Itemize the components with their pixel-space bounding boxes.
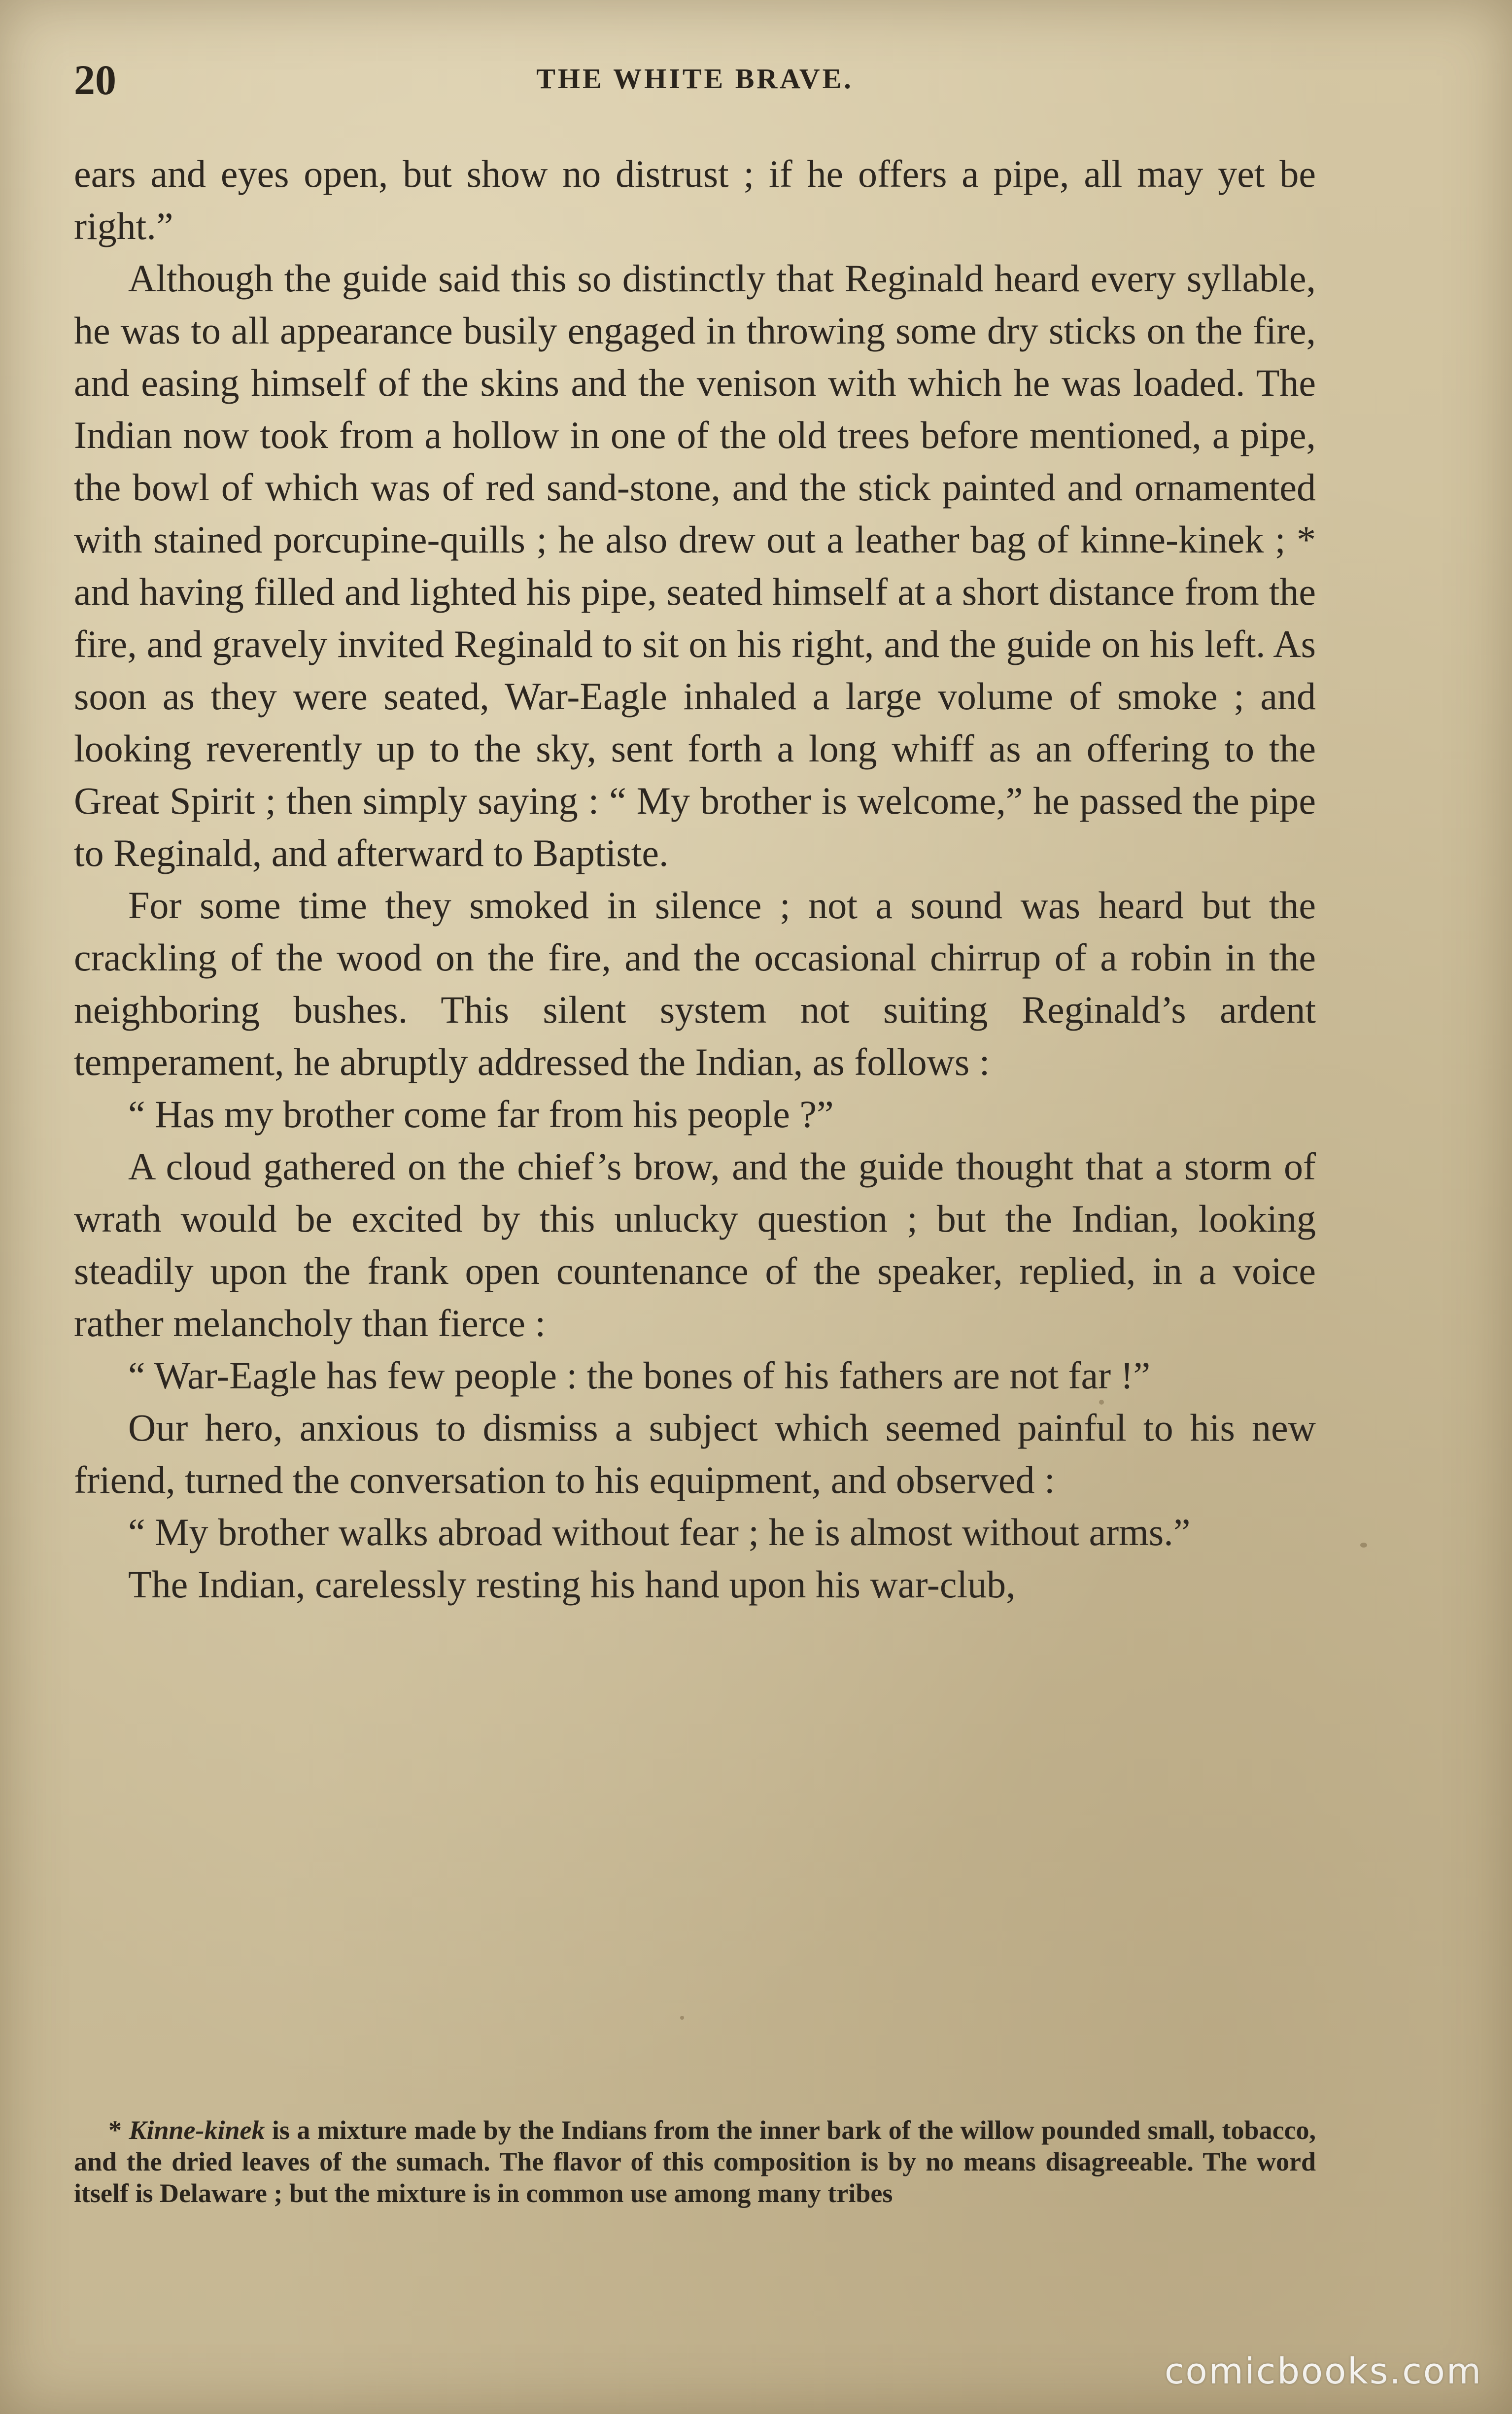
footnote-marker: * [108,2115,122,2145]
footnote-body: is a mixture made by the Indians from the inner bark of the willow pounded small, tobacco, and the dried leaves of the sumach. The flavor of this composition is by no means disagreeable. The word itself is Delaware ; but the mixture is in common use among many tribes [74,2115,1316,2208]
paragraph: For some time they smoked in silence ; not a sound was heard but the crackling of the wood on the fire, and the occasional chirrup of a robin in the neighboring bushes. This silent system not suiting Reginald’s ardent temperament, he abruptly addressed the Indian, as follows : [74,884,1316,1083]
body-text [74,148,1316,1611]
paper-speck [680,2016,684,2020]
footnote [74,2114,1316,2209]
watermark: comicbooks.com [1164,2350,1482,2392]
paragraph: “ My brother walks abroad without fear ; he is almost without arms.” [128,1511,1191,1553]
footnote-text [74,2114,1316,2209]
paper-speck [1360,1543,1367,1548]
paragraph: Our hero, anxious to dismiss a subject which seemed painful to his new friend, turned the conversation to his equipment, and observed : [74,1406,1316,1501]
paragraph: The Indian, carelessly resting his hand upon his war-club, [128,1563,1016,1606]
footnote-term: Kinne-kinek [129,2115,265,2145]
running-title: THE WHITE BRAVE. [536,63,854,95]
paragraph: ears and eyes open, but show no distrust ; if he offers a pipe, all may yet be right.” [74,152,1316,247]
paper-speck [1099,1400,1104,1405]
paragraph: “ War-Eagle has few people : the bones of his fathers are not far !” [128,1354,1151,1397]
page-number: 20 [74,56,116,103]
paragraph: A cloud gathered on the chief’s brow, and the guide thought that a storm of wrath would be excited by this unlucky question ; but the Indian, looking steadily upon the frank open countenance of the speaker, replied, in a voice rather melancholy than fierce : [74,1145,1316,1345]
running-head [74,55,1316,109]
paragraph: “ Has my brother come far from his people ?” [128,1093,834,1136]
paragraph: Although the guide said this so distinctly that Reginald heard every syllable, he was to all appearance busily engaged in throwing some dry sticks on the fire, and easing himself of the skins and the venison with which he was loaded. The Indian now took from a hollow in one of the old trees before mentioned, a pipe, the bowl of which was of red sand-stone, and the stick painted and ornamented with stained porcupine-quills ; he also drew out a leather bag of kinne-kinek ; * and having filled and lighted his pipe, seated himself at a short distance from the fire, and gravely invited Reginald to sit on his right, and the guide on his left. As soon as they were seated, War-Eagle inhaled a large volume of smoke ; and looking reverently up to the sky, sent forth a long whiff as an offering to the Great Spirit ; then simply saying : “ My brother is welcome,” he passed the pipe to Reginald, and afterward to Baptiste. [74,257,1316,874]
